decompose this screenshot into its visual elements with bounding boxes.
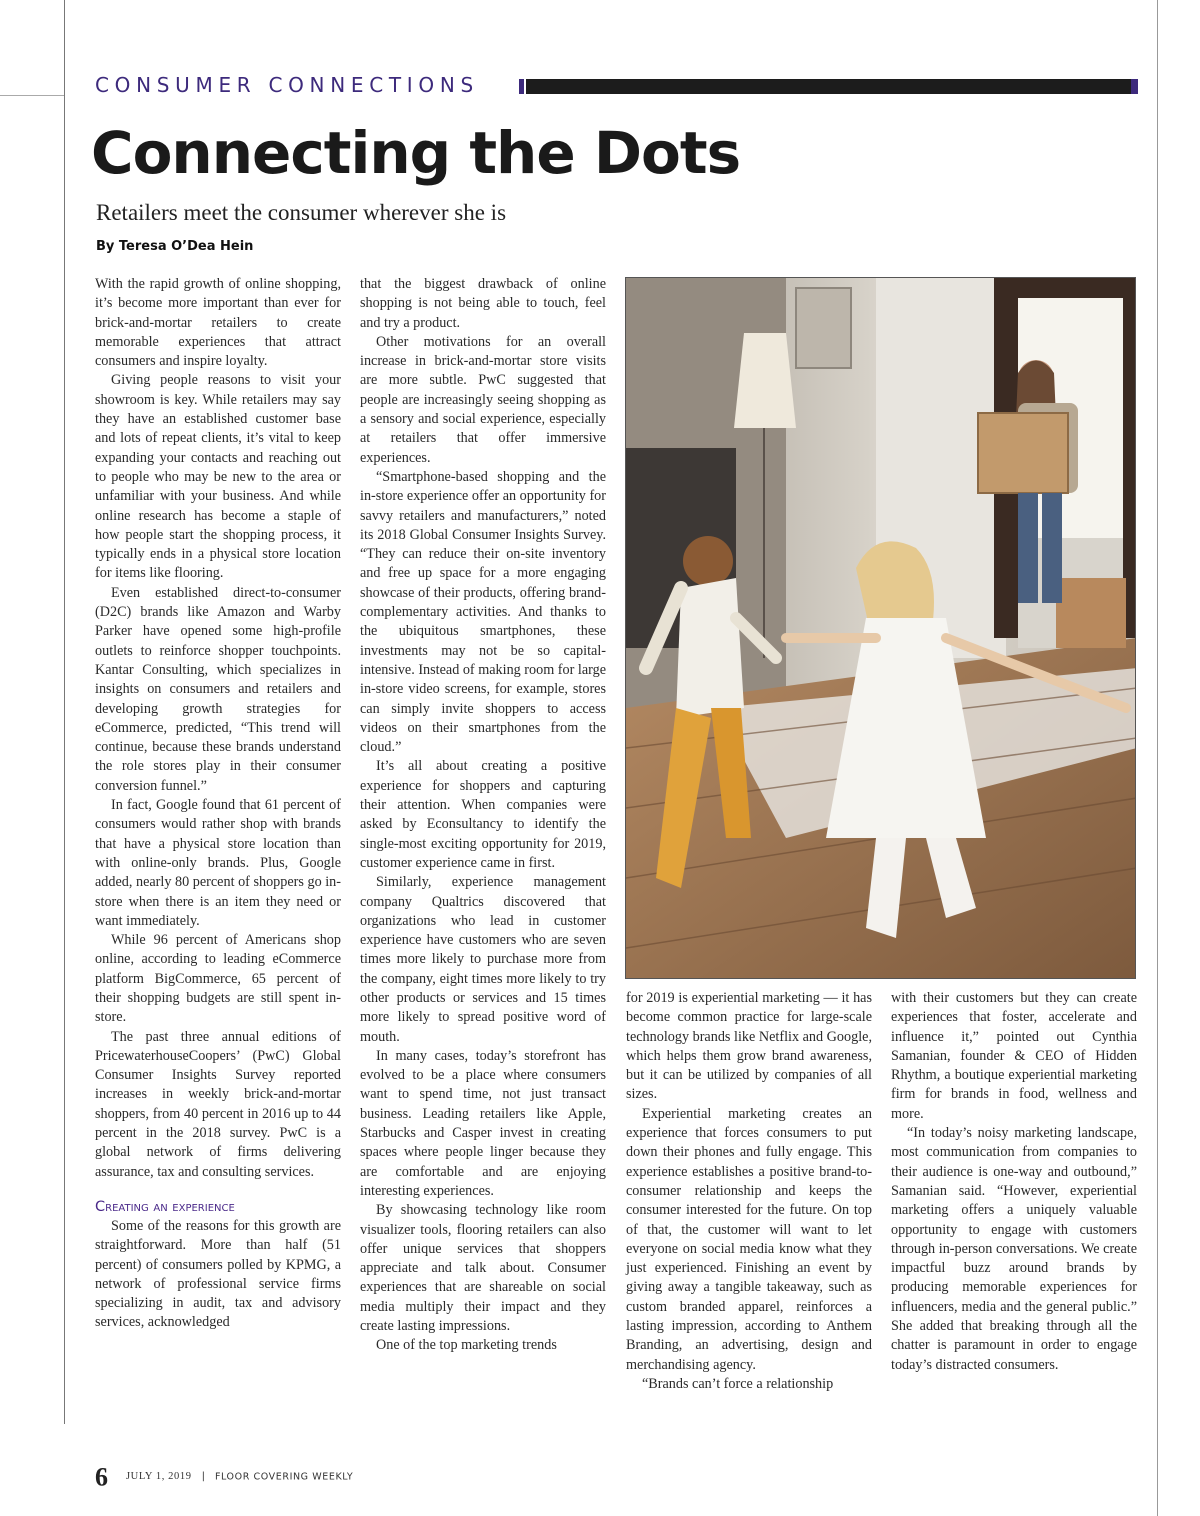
issue-date: JULY 1, 2019 [126,1471,192,1483]
paragraph: for 2019 is experiential marketing — it has become common practice for large-scale technology brands like Netflix and Google, which helps them grow brand awareness, but it can be utilized by companies of all sizes. [626,990,872,1103]
paragraph: By showcasing technology like room visualizer tools, flooring retailers can also offer unique services that shoppers appreciate and talk about. Consumer experiences that are shareable on social media multiply their impact and they create lasting impressions. [360,1202,606,1335]
article-column-1 [95,275,341,1333]
paragraph: with their customers but they can create experiences that foster, accelerate and influence it,” pointed out Cynthia Samanian, founder & CEO of Hidden Rhythm, a boutique experiential marketing firm for brands in food, wellness and more. [891,990,1137,1122]
footer-separator: | [201,1471,205,1483]
byline: By Teresa O’Dea Hein [96,239,254,254]
paragraph: While 96 percent of Americans shop online, according to leading eCommerce platform BigCommerce, 65 percent of their shopping budgets are still spent in-store. [95,932,341,1026]
paragraph: Some of the reasons for this growth are straightforward. More than half (51 percent) of consumers polled by KPMG, a network of professional service firms specializing in audit, tax and advisory services, acknowledged [95,1217,341,1331]
page-footer [95,1463,353,1491]
paragraph: Giving people reasons to visit your showroom is key. While retailers may say they have an established customer base and lots of repeat clients, it’s vital to keep expanding your contacts and reaching out to people who may be new to the area or unfamiliar with your business. And while online research has become a staple of how people start the shopping process, it typically ends in a physical store location for items like flooring. [95,372,341,582]
paragraph: that the biggest drawback of online shopping is not being able to touch, feel and try a product. [360,276,606,331]
headline: Connecting the Dots [91,119,741,187]
subsection-heading: Creating an experience [95,1198,235,1215]
page-number: 6 [95,1462,108,1492]
paragraph: Other motivations for an overall increase in brick-and-mortar store visits are more subtle. PwC suggested that people are increasingly seeing shopping as a sensory and social experience, especially at retailers that offer immersive experiences. [360,333,606,466]
paragraph: “Smartphone-based shopping and the in-store experience offer an opportunity for savvy retailers and manufacturers,” noted its 2018 Global Consumer Insights Survey. “They can reduce their on-site inventory and free up space for a more engaging showcase of their products, offering brand-complementary activities. And thanks to the ubiquitous smartphones, these investments may not be so capital-intensive. Instead of making room for large in-store video screens, for example, stores can simply invite shoppers to access videos on their smartphones from the cloud.” [360,468,606,756]
paragraph: In many cases, today’s storefront has evolved to be a place where consumers want to spend time, not just transact business. Leading retailers like Apple, Starbucks and Casper invest in creating spaces where people linger because they are comfortable and are enjoying interesting experiences. [360,1047,606,1199]
article-column-2 [360,275,606,1356]
paragraph: With the rapid growth of online shopping, it’s become more important than ever for brick-and-mortar retailers to create memorable experiences that attract consumers and inspire loyalty. [95,276,341,370]
section-header [95,74,1138,96]
article-column-3 [626,989,872,1394]
right-margin-rule [1157,0,1158,1516]
paragraph: The past three annual editions of PricewaterhouseCoopers’ (PwC) Global Consumer Insights Survey reported increases in weekly brick-and-mortar shoppers, from 40 percent in 2016 up to 44 percent in the 2018 survey. PwC is a global network of firms delivering assurance, tax and consulting services. [95,1028,341,1180]
subhead: Retailers meet the consumer wherever she is [96,200,507,225]
publication-name: FLOOR COVERING WEEKLY [214,1471,354,1483]
paragraph: Even established direct-to-consumer (D2C) brands like Amazon and Warby Parker have opened some high-profile outlets to reinforce shopper touchpoints. Kantar Consulting, which specializes in insights on consumers and retailers and developing growth strategies for eCommerce, predicted, “This trend will continue, because these brands understand the role stores play in their consumer conversion funnel.” [95,584,341,794]
section-label: CONSUMER CONNECTIONS [95,73,479,97]
paragraph: Similarly, experience management company Qualtrics discovered that organizations who lead in customer experience have customers who are seven times more likely to purchase more from the company, eight times more likely to try other products or services and 15 times more likely to spread positive word of mouth. [360,874,606,1045]
paragraph: “In today’s noisy marketing landscape, most communication from companies to their audience is one-way and outbound,” Samanian said. “However, experiential marketing offers a uniquely valuable opportunity to engage with customers through in-person conversations. We create impactful buzz around brands by producing memorable experiences for influencers, media and the general public.” She added that breaking through all the chatter is paramount in order to engage today’s distracted consumers. [891,1125,1137,1373]
article-column-4 [891,989,1137,1375]
paragraph: In fact, Google found that 61 percent of consumers would rather shop with brands that have a physical store location than with online-only brands. Plus, Google added, nearly 80 percent of shoppers go in-store when there is an item they need or want immediately. [95,797,341,929]
paragraph: It’s all about creating a positive experience for shoppers and capturing their attention. When companies were asked by Econsultancy to identify the single-most exciting opportunity for 2019, customer experience came in first. [360,758,606,871]
section-bar-end [1131,79,1138,94]
paragraph: Experiential marketing creates an experience that forces consumers to put down their phones and fully engage. This experience establishes a positive brand-to-consumer relationship and keeps the consumer interested for the future. On top of that, the customer will want to let everyone on social media know what they just experienced. Finishing an event by giving away a tangible takeaway, such as custom branded apparel, reinforces a lasting impression, according to Anthem Branding, an advertising, design and merchandising agency. [626,1105,872,1373]
left-margin-rule [64,0,65,1424]
article-photo [625,277,1136,979]
section-bar-accent [519,79,524,94]
paragraph: “Brands can’t force a relationship [642,1375,834,1392]
paragraph: One of the top marketing trends [376,1337,557,1354]
section-bar [526,79,1131,94]
top-crop-rule [0,95,64,96]
